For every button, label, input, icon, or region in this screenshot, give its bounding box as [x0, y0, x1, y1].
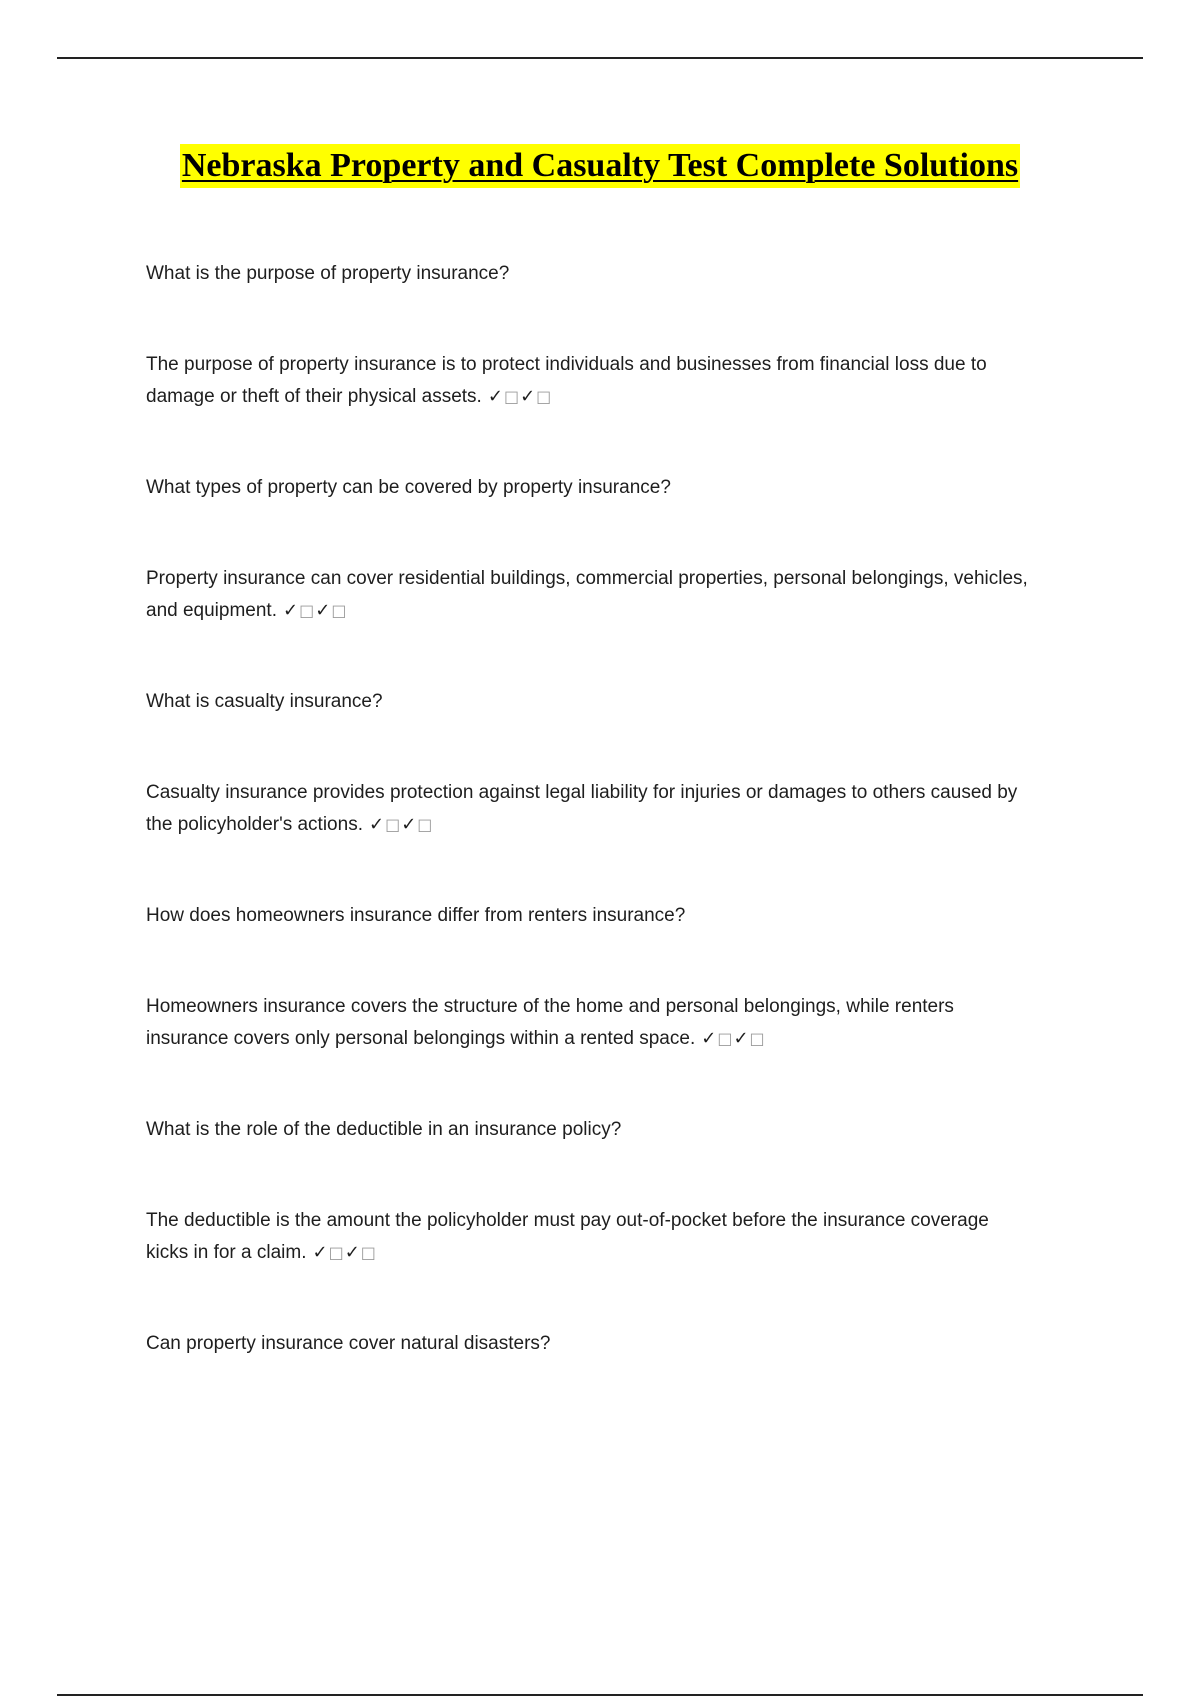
- box-icon: □: [360, 1243, 377, 1262]
- question-1: What is the purpose of property insurance?: [146, 263, 510, 284]
- check-marks-3: [369, 814, 433, 835]
- box-icon: □: [417, 815, 434, 834]
- answer-3-line-2: [146, 809, 1106, 841]
- check-icon: ✓: [520, 386, 537, 407]
- box-icon: □: [749, 1029, 766, 1048]
- answer-2-line-2: [146, 595, 1106, 627]
- answer-2-line-1: Property insurance can cover residential buildings, commercial properties, personal belongings, vehicles,: [146, 568, 1028, 589]
- answer-4-text: insurance covers only personal belongings within a rented space.: [146, 1028, 696, 1049]
- title-container: [0, 144, 1200, 188]
- check-marks-1: [488, 386, 552, 407]
- check-marks-5: [312, 1242, 376, 1263]
- box-icon: □: [328, 1243, 345, 1262]
- answer-5-line-1: The deductible is the amount the policyholder must pay out-of-pocket before the insurance coverage: [146, 1210, 989, 1231]
- check-marks-2: [283, 600, 347, 621]
- check-icon: ✓: [315, 600, 332, 621]
- answer-1-line-2: [146, 381, 1106, 413]
- check-marks-4: [701, 1028, 765, 1049]
- check-icon: ✓: [487, 386, 504, 407]
- box-icon: □: [299, 601, 316, 620]
- box-icon: □: [503, 387, 521, 406]
- question-4: How does homeowners insurance differ from renters insurance?: [146, 905, 686, 926]
- bottom-rule: [57, 1694, 1143, 1696]
- question-3: What is casualty insurance?: [146, 691, 383, 712]
- check-icon: ✓: [344, 1242, 361, 1263]
- box-icon: □: [536, 387, 553, 406]
- check-icon: ✓: [733, 1028, 750, 1049]
- answer-2-text: and equipment.: [146, 600, 277, 621]
- document-title: Nebraska Property and Casualty Test Complete Solutions: [180, 144, 1020, 188]
- answer-4-line-1: Homeowners insurance covers the structure of the home and personal belongings, while renters: [146, 996, 954, 1017]
- answer-4-line-2: [146, 1023, 1106, 1055]
- check-icon: ✓: [701, 1028, 718, 1049]
- answer-3-line-1: Casualty insurance provides protection against legal liability for injuries or damages to others caused by: [146, 782, 1018, 803]
- question-2: What types of property can be covered by property insurance?: [146, 477, 671, 498]
- check-icon: ✓: [368, 814, 386, 835]
- box-icon: □: [717, 1029, 734, 1048]
- check-icon: ✓: [312, 1242, 329, 1263]
- question-5: What is the role of the deductible in an insurance policy?: [146, 1119, 622, 1140]
- top-rule: [57, 57, 1143, 59]
- check-icon: ✓: [283, 600, 300, 621]
- answer-3-text: the policyholder's actions.: [146, 814, 363, 835]
- answer-5-text: kicks in for a claim.: [146, 1242, 307, 1263]
- question-6: Can property insurance cover natural disasters?: [146, 1333, 551, 1354]
- answer-5-line-2: [146, 1237, 1106, 1269]
- box-icon: □: [331, 601, 348, 620]
- check-icon: ✓: [401, 814, 418, 835]
- box-icon: □: [385, 815, 402, 834]
- answer-1-line-1: The purpose of property insurance is to protect individuals and businesses from financial loss due to: [146, 354, 987, 375]
- answer-1-text: damage or theft of their physical assets.: [146, 386, 482, 407]
